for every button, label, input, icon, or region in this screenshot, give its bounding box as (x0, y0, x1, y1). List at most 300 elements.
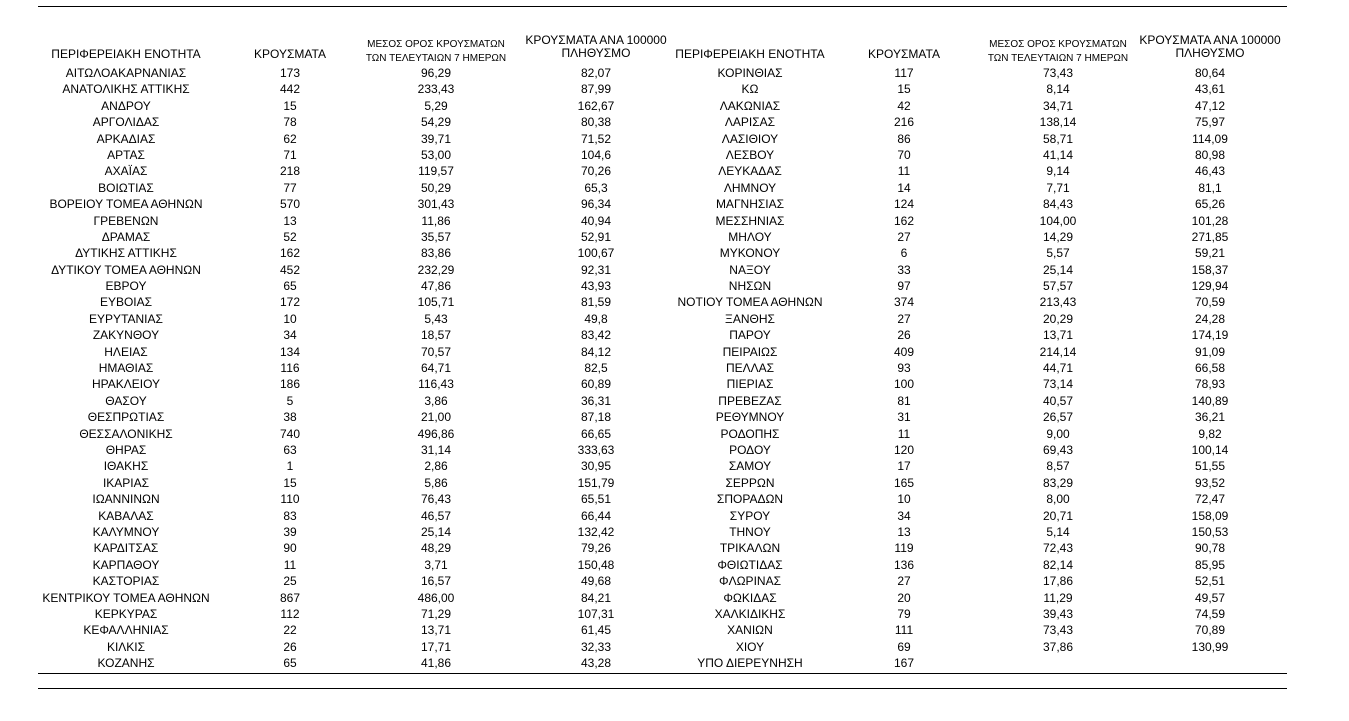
cell-cases-right: 93 (897, 361, 911, 376)
cell-per100k-right: 43,61 (1194, 82, 1226, 97)
cell-avg-left: 53,00 (420, 147, 452, 162)
cell-region-right: ΣΥΡΟΥ (729, 508, 771, 523)
header-per100k-line2: ΠΛΗΘΥΣΜΟ (561, 46, 631, 60)
cell-per100k-right: 9,82 (1198, 426, 1222, 441)
cell-region-right: ΠΡΕΒΕΖΑΣ (718, 393, 782, 408)
cell-region-left: ΚΑΣΤΟΡΙΑΣ (92, 574, 160, 589)
table-row (0, 393, 1349, 409)
cell-region-right: ΝΗΣΩΝ (728, 279, 772, 294)
cell-avg-left: 232,29 (417, 262, 455, 277)
cell-per100k-left: 43,93 (580, 279, 612, 294)
table-row (0, 524, 1349, 540)
cell-region-left: ΑΝΑΤΟΛΙΚΗΣ ΑΤΤΙΚΗΣ (62, 82, 190, 97)
cell-per100k-right: 93,52 (1194, 475, 1226, 490)
cell-per100k-right: 130,99 (1191, 639, 1229, 654)
cell-per100k-right: 59,21 (1194, 246, 1226, 261)
table-row (0, 508, 1349, 524)
cell-avg-right: 8,57 (1046, 459, 1070, 474)
cell-region-right: ΝΟΤΙΟΥ ΤΟΜΕΑ ΑΘΗΝΩΝ (677, 295, 823, 310)
cell-cases-left: 39 (283, 524, 297, 539)
table-row (0, 557, 1349, 573)
cell-region-left: ΘΕΣΣΑΛΟΝΙΚΗΣ (79, 426, 173, 441)
cell-cases-left: 34 (283, 328, 297, 343)
table-row (0, 606, 1349, 622)
header-avg-line1: ΜΕΣΟΣ ΟΡΟΣ ΚΡΟΥΣΜΑΤΩΝ (367, 39, 505, 50)
header-cases-right: ΚΡΟΥΣΜΑΤΑ (868, 47, 940, 61)
cell-avg-right: 25,14 (1042, 262, 1074, 277)
cell-cases-left: 112 (280, 606, 300, 621)
cell-per100k-left: 52,91 (580, 229, 612, 244)
cell-avg-right: 40,57 (1042, 393, 1074, 408)
cell-cases-right: 100 (893, 377, 915, 392)
cell-cases-right: 27 (897, 229, 911, 244)
cell-cases-right: 70 (897, 147, 911, 162)
cell-cases-right: 124 (893, 197, 915, 212)
cell-cases-left: 22 (283, 623, 297, 638)
cell-avg-left: 35,57 (420, 229, 452, 244)
cell-per100k-left: 61,45 (580, 623, 612, 638)
cell-per100k-right: 80,64 (1194, 66, 1226, 80)
cell-avg-left: 50,29 (420, 180, 452, 195)
cell-per100k-left: 36,31 (580, 393, 612, 408)
cell-cases-left: 162 (279, 246, 301, 261)
table-row (0, 98, 1349, 114)
cell-cases-left: 172 (279, 295, 301, 310)
cell-region-left: ΚΕΡΚΥΡΑΣ (94, 606, 158, 621)
cell-cases-left: 452 (279, 262, 301, 277)
cell-region-right: ΠΕΙΡΑΙΩΣ (722, 344, 778, 359)
bottom-rule (38, 688, 1287, 689)
cell-region-right: ΤΗΝΟΥ (729, 524, 771, 539)
cell-cases-right: 117 (894, 66, 914, 80)
mid-rule (38, 673, 1287, 674)
cell-region-left: ΗΜΑΘΙΑΣ (98, 361, 154, 376)
cell-avg-left: 17,71 (420, 639, 452, 654)
cell-per100k-right: 78,93 (1194, 377, 1226, 392)
cell-cases-right: 11 (897, 164, 911, 179)
cell-per100k-right: 80,98 (1194, 147, 1226, 162)
cell-per100k-left: 60,89 (580, 377, 612, 392)
cell-region-right: ΡΟΔΟΠΗΣ (720, 426, 780, 441)
cell-avg-left: 25,14 (420, 524, 452, 539)
cell-region-left: ΚΑΒΑΛΑΣ (98, 508, 154, 523)
cell-region-right: ΡΟΔΟΥ (729, 442, 771, 457)
cell-per100k-left: 87,18 (580, 410, 612, 425)
cell-region-left: ΚΑΡΠΑΘΟΥ (92, 557, 160, 572)
table-row (0, 196, 1349, 212)
cell-region-right: ΧΑΝΙΩΝ (727, 623, 773, 638)
cell-cases-right: 34 (897, 508, 911, 523)
cell-avg-right: 9,14 (1046, 164, 1070, 179)
cell-avg-left: 3,86 (424, 393, 448, 408)
cell-avg-left: 39,71 (420, 131, 452, 146)
cell-per100k-left: 71,52 (580, 131, 612, 146)
cell-cases-left: 186 (279, 377, 301, 392)
cell-cases-right: 11 (897, 426, 911, 441)
table-row (0, 622, 1349, 638)
cell-per100k-right: 75,97 (1194, 115, 1226, 130)
cell-avg-left: 11,86 (421, 213, 451, 228)
cell-region-left: ΚΕΝΤΡΙΚΟΥ ΤΟΜΕΑ ΑΘΗΝΩΝ (42, 590, 210, 605)
cell-avg-left: 496,86 (417, 426, 455, 441)
cell-per100k-left: 43,28 (580, 656, 612, 671)
table-header (0, 34, 1349, 64)
cell-region-right: ΥΠΟ ΔΙΕΡΕΥΝΗΣΗ (697, 656, 803, 671)
cell-per100k-right: 174,19 (1191, 328, 1229, 343)
header-per100k-line2: ΠΛΗΘΥΣΜΟ (1175, 46, 1245, 60)
cell-per100k-left: 92,31 (580, 262, 612, 277)
cell-cases-right: 20 (897, 590, 911, 605)
table-row (0, 114, 1349, 130)
cell-per100k-left: 82,07 (580, 66, 612, 80)
cell-region-left: ΚΕΦΑΛΛΗΝΙΑΣ (83, 623, 169, 638)
cell-region-right: ΜΕΣΣΗΝΙΑΣ (715, 213, 785, 228)
cell-avg-right: 41,14 (1042, 147, 1074, 162)
header-avg-line1: ΜΕΣΟΣ ΟΡΟΣ ΚΡΟΥΣΜΑΤΩΝ (989, 39, 1127, 50)
cell-avg-right: 8,00 (1046, 492, 1070, 507)
cell-cases-left: 15 (283, 98, 297, 113)
cell-per100k-left: 79,26 (580, 541, 612, 556)
cell-region-right: ΠΑΡΟΥ (729, 328, 771, 343)
cell-per100k-left: 100,67 (577, 246, 615, 261)
cell-cases-left: 116 (280, 361, 300, 376)
top-rule (38, 6, 1287, 7)
cell-region-left: ΑΝΔΡΟΥ (101, 98, 151, 113)
cell-cases-right: 15 (897, 82, 911, 97)
cell-region-right: ΠΕΛΛΑΣ (725, 361, 775, 376)
cell-region-right: ΛΕΣΒΟΥ (725, 147, 775, 162)
cell-cases-left: 65 (283, 656, 297, 671)
cell-per100k-right: 74,59 (1194, 606, 1226, 621)
cell-cases-left: 15 (283, 475, 297, 490)
cell-region-left: ΕΥΒΟΙΑΣ (99, 295, 153, 310)
cell-cases-left: 83 (283, 508, 297, 523)
cell-per100k-left: 32,33 (580, 639, 612, 654)
cell-cases-right: 409 (893, 344, 915, 359)
cell-cases-right: 17 (897, 459, 911, 474)
cell-avg-right: 5,14 (1046, 524, 1070, 539)
cell-region-right: ΞΑΝΘΗΣ (725, 311, 775, 326)
header-region-left: ΠΕΡΙΦΕΡΕΙΑΚΗ ΕΝΟΤΗΤΑ (51, 47, 201, 61)
table-row (0, 540, 1349, 556)
cell-region-right: ΚΟΡΙΝΘΙΑΣ (717, 66, 783, 80)
cell-avg-left: 119,57 (418, 164, 454, 179)
cell-per100k-right: 114,09 (1192, 131, 1228, 146)
cell-region-right: ΝΑΞΟΥ (729, 262, 771, 277)
cell-region-left: ΖΑΚΥΝΘΟΥ (92, 328, 160, 343)
cell-avg-right: 138,14 (1039, 115, 1077, 130)
cell-avg-left: 3,71 (424, 557, 448, 572)
cell-avg-left: 47,86 (420, 279, 452, 294)
cell-region-left: ΗΛΕΙΑΣ (104, 344, 148, 359)
cell-region-left: ΕΥΡΥΤΑΝΙΑΣ (89, 311, 163, 326)
cell-per100k-right: 70,59 (1194, 295, 1226, 310)
table-row (0, 65, 1349, 81)
cell-avg-right: 73,43 (1042, 66, 1074, 80)
header-per100k-right (1130, 34, 1290, 60)
cell-avg-right: 20,29 (1042, 311, 1074, 326)
cell-avg-right: 213,43 (1039, 295, 1077, 310)
cell-avg-right: 84,43 (1042, 197, 1074, 212)
table-row (0, 458, 1349, 474)
table-row (0, 163, 1349, 179)
cell-avg-right: 104,00 (1039, 213, 1077, 228)
cell-cases-right: 6 (900, 246, 908, 261)
cell-region-right: ΛΕΥΚΑΔΑΣ (718, 164, 782, 179)
cell-per100k-right: 81,1 (1198, 180, 1222, 195)
cell-region-left: ΔΥΤΙΚΟΥ ΤΟΜΕΑ ΑΘΗΝΩΝ (51, 262, 201, 277)
cell-cases-right: 10 (897, 492, 911, 507)
cell-per100k-left: 107,31 (577, 606, 615, 621)
cell-per100k-left: 162,67 (577, 98, 615, 113)
cell-per100k-right: 140,89 (1191, 393, 1229, 408)
header-avg-line2: ΤΩΝ ΤΕΛΕΥΤΑΙΩΝ 7 ΗΜΕΡΩΝ (987, 53, 1129, 64)
header-per100k-line1: ΚΡΟΥΣΜΑΤΑ ΑΝΑ 100000 (525, 33, 667, 47)
cell-region-right: ΧΑΛΚΙΔΙΚΗΣ (714, 606, 786, 621)
cell-avg-right: 7,71 (1046, 180, 1070, 195)
cell-region-right: ΧΙΟΥ (735, 639, 765, 654)
cell-per100k-right: 129,94 (1191, 279, 1229, 294)
cell-avg-right: 57,57 (1042, 279, 1074, 294)
cell-cases-right: 26 (897, 328, 911, 343)
cell-cases-left: 134 (279, 344, 301, 359)
cell-region-right: ΣΠΟΡΑΔΩΝ (716, 492, 784, 507)
header-avg-line2: ΤΩΝ ΤΕΛΕΥΤΑΙΩΝ 7 ΗΜΕΡΩΝ (365, 53, 507, 64)
header-cases-left: ΚΡΟΥΣΜΑΤΑ (254, 47, 326, 61)
cell-per100k-right: 52,51 (1194, 574, 1226, 589)
cell-cases-right: 13 (897, 524, 911, 539)
cell-region-right: ΜΥΚΟΝΟΥ (719, 246, 781, 261)
cell-per100k-left: 84,12 (580, 344, 612, 359)
cell-per100k-right: 158,09 (1191, 508, 1229, 523)
cell-avg-left: 301,43 (417, 197, 455, 212)
table-row (0, 344, 1349, 360)
cell-region-right: ΡΕΘΥΜΝΟΥ (715, 410, 785, 425)
cell-cases-right: 165 (893, 475, 915, 490)
cell-region-left: ΘΕΣΠΡΩΤΙΑΣ (87, 410, 165, 425)
cell-cases-right: 374 (893, 295, 915, 310)
header-avg-right (978, 38, 1138, 66)
cell-cases-left: 25 (283, 574, 297, 589)
cell-per100k-left: 104,6 (580, 147, 612, 162)
cell-region-right: ΣΕΡΡΩΝ (725, 475, 775, 490)
cell-region-left: ΔΥΤΙΚΗΣ ΑΤΤΙΚΗΣ (75, 246, 177, 261)
table-row (0, 590, 1349, 606)
cell-avg-left: 18,57 (420, 328, 452, 343)
cell-region-right: ΜΗΛΟΥ (728, 229, 772, 244)
cell-region-right: ΦΩΚΙΔΑΣ (723, 590, 777, 605)
cell-cases-left: 11 (283, 557, 297, 572)
cell-region-right: ΦΘΙΩΤΙΔΑΣ (717, 557, 783, 572)
cell-region-left: ΑΙΤΩΛΟΑΚΑΡΝΑΝΙΑΣ (65, 66, 187, 80)
cell-region-right: ΛΗΜΝΟΥ (723, 180, 777, 195)
cell-avg-left: 5,86 (424, 475, 448, 490)
cell-avg-right: 69,43 (1042, 442, 1074, 457)
cell-avg-left: 96,29 (420, 66, 452, 80)
table-row (0, 278, 1349, 294)
table-row (0, 147, 1349, 163)
table-row (0, 327, 1349, 343)
table-row (0, 311, 1349, 327)
cell-region-left: ΚΟΖΑΝΗΣ (97, 656, 155, 671)
cell-region-left: ΙΩΑΝΝΙΝΩΝ (92, 492, 160, 507)
table-row (0, 573, 1349, 589)
cell-per100k-right: 47,12 (1194, 98, 1226, 113)
cell-cases-right: 216 (893, 115, 915, 130)
cell-per100k-left: 87,99 (580, 82, 612, 97)
cell-avg-right: 9,00 (1046, 426, 1070, 441)
cell-per100k-right: 51,55 (1194, 459, 1226, 474)
cell-per100k-right: 100,14 (1191, 442, 1229, 457)
cell-avg-left: 41,86 (420, 656, 452, 671)
table-row (0, 229, 1349, 245)
cell-per100k-left: 49,68 (580, 574, 612, 589)
cell-region-right: ΚΩ (741, 82, 759, 97)
cell-cases-left: 13 (283, 213, 297, 228)
cell-avg-right: 13,71 (1042, 328, 1074, 343)
cell-region-left: ΕΒΡΟΥ (105, 279, 147, 294)
cell-avg-left: 83,86 (420, 246, 452, 261)
cell-avg-right: 11,29 (1043, 590, 1073, 605)
table-row (0, 376, 1349, 392)
cell-per100k-left: 40,94 (580, 213, 612, 228)
cell-per100k-left: 151,79 (577, 475, 615, 490)
cell-avg-left: 2,86 (424, 459, 448, 474)
cell-region-right: ΤΡΙΚΑΛΩΝ (719, 541, 781, 556)
cell-per100k-left: 81,59 (580, 295, 612, 310)
cell-avg-left: 105,71 (417, 295, 455, 310)
cell-cases-right: 33 (897, 262, 911, 277)
cell-cases-left: 442 (279, 82, 301, 97)
cell-region-right: ΛΑΡΙΣΑΣ (724, 115, 776, 130)
cell-avg-left: 54,29 (420, 115, 452, 130)
cell-cases-left: 570 (279, 197, 301, 212)
table-row (0, 475, 1349, 491)
cell-cases-left: 740 (279, 426, 301, 441)
table-row (0, 442, 1349, 458)
cell-region-left: ΘΗΡΑΣ (105, 442, 147, 457)
cell-avg-right: 5,57 (1046, 246, 1070, 261)
cell-cases-left: 5 (286, 393, 294, 408)
cell-region-left: ΒΟΙΩΤΙΑΣ (98, 180, 154, 195)
cell-region-left: ΙΚΑΡΙΑΣ (102, 475, 150, 490)
cell-per100k-right: 24,28 (1194, 311, 1226, 326)
cell-per100k-right: 101,28 (1191, 213, 1229, 228)
cell-cases-right: 81 (897, 393, 911, 408)
cell-avg-right: 39,43 (1042, 606, 1074, 621)
cell-region-left: ΑΧΑΪΑΣ (104, 164, 148, 179)
table-row (0, 426, 1349, 442)
cell-per100k-left: 150,48 (577, 557, 615, 572)
cell-region-left: ΓΡΕΒΕΝΩΝ (93, 213, 159, 228)
cell-avg-left: 486,00 (417, 590, 455, 605)
cell-cases-right: 136 (893, 557, 915, 572)
cell-cases-right: 14 (897, 180, 911, 195)
cell-cases-left: 90 (283, 541, 297, 556)
cell-cases-left: 65 (283, 279, 297, 294)
cell-cases-left: 38 (283, 410, 297, 425)
cell-cases-left: 62 (283, 131, 297, 146)
cell-avg-right: 37,86 (1042, 639, 1074, 654)
cell-per100k-left: 30,95 (580, 459, 612, 474)
cell-region-left: ΚΑΛΥΜΝΟΥ (92, 524, 160, 539)
cell-per100k-right: 70,89 (1194, 623, 1226, 638)
cell-avg-right: 83,29 (1042, 475, 1074, 490)
cell-avg-left: 76,43 (420, 492, 452, 507)
cell-per100k-left: 65,51 (580, 492, 612, 507)
cell-avg-left: 64,71 (420, 361, 452, 376)
cell-cases-left: 52 (283, 229, 297, 244)
cell-avg-right: 14,29 (1042, 229, 1074, 244)
cell-avg-left: 16,57 (420, 574, 452, 589)
table-row (0, 180, 1349, 196)
cell-avg-right: 8,14 (1046, 82, 1070, 97)
cell-avg-right: 82,14 (1042, 557, 1074, 572)
cell-region-left: ΚΑΡΔΙΤΣΑΣ (93, 541, 159, 556)
table-row (0, 655, 1349, 671)
cell-cases-left: 110 (280, 492, 300, 507)
cell-cases-right: 31 (897, 410, 911, 425)
cell-per100k-left: 70,26 (580, 164, 612, 179)
cell-per100k-left: 66,65 (580, 426, 612, 441)
cell-region-right: ΛΑΣΙΘΙΟΥ (721, 131, 779, 146)
cell-cases-right: 120 (893, 442, 915, 457)
cell-cases-left: 78 (283, 115, 297, 130)
cell-per100k-right: 85,95 (1194, 557, 1226, 572)
cell-per100k-left: 96,34 (580, 197, 612, 212)
cell-region-right: ΠΙΕΡΙΑΣ (726, 377, 774, 392)
cell-cases-right: 167 (893, 656, 915, 671)
cell-per100k-left: 49,8 (584, 311, 608, 326)
cell-avg-right: 20,71 (1042, 508, 1074, 523)
cell-avg-right: 214,14 (1039, 344, 1077, 359)
cell-avg-left: 70,57 (420, 344, 452, 359)
table-row (0, 245, 1349, 261)
header-avg-left (356, 38, 516, 66)
cell-avg-right: 44,71 (1042, 361, 1074, 376)
cell-avg-right: 17,86 (1042, 574, 1074, 589)
table-row (0, 262, 1349, 278)
cell-cases-right: 97 (897, 279, 911, 294)
table-row (0, 81, 1349, 97)
cell-per100k-left: 83,42 (580, 328, 612, 343)
cell-cases-left: 10 (283, 311, 297, 326)
cell-per100k-right: 72,47 (1194, 492, 1226, 507)
cell-per100k-right: 46,43 (1194, 164, 1226, 179)
cell-cases-left: 867 (279, 590, 301, 605)
cell-cases-left: 1 (286, 459, 294, 474)
cell-region-left: ΚΙΛΚΙΣ (106, 639, 146, 654)
cell-cases-right: 27 (897, 311, 911, 326)
table-row (0, 294, 1349, 310)
table-row (0, 639, 1349, 655)
cell-per100k-left: 82,5 (584, 361, 608, 376)
cell-cases-right: 69 (897, 639, 911, 654)
cell-per100k-right: 36,21 (1194, 410, 1226, 425)
cell-region-left: ΘΑΣΟΥ (105, 393, 147, 408)
cell-region-right: ΜΑΓΝΗΣΙΑΣ (715, 197, 785, 212)
header-per100k-line1: ΚΡΟΥΣΜΑΤΑ ΑΝΑ 100000 (1139, 33, 1281, 47)
cell-region-right: ΣΑΜΟΥ (728, 459, 772, 474)
cell-per100k-right: 65,26 (1194, 197, 1226, 212)
cell-region-left: ΑΡΓΟΛΙΔΑΣ (92, 115, 160, 130)
cell-avg-right: 73,43 (1042, 623, 1074, 638)
cell-per100k-left: 84,21 (580, 590, 612, 605)
cell-cases-left: 63 (283, 442, 297, 457)
cell-avg-left: 21,00 (420, 410, 452, 425)
cell-region-left: ΒΟΡΕΙΟΥ ΤΟΜΕΑ ΑΘΗΝΩΝ (49, 197, 203, 212)
cell-avg-left: 233,43 (417, 82, 455, 97)
